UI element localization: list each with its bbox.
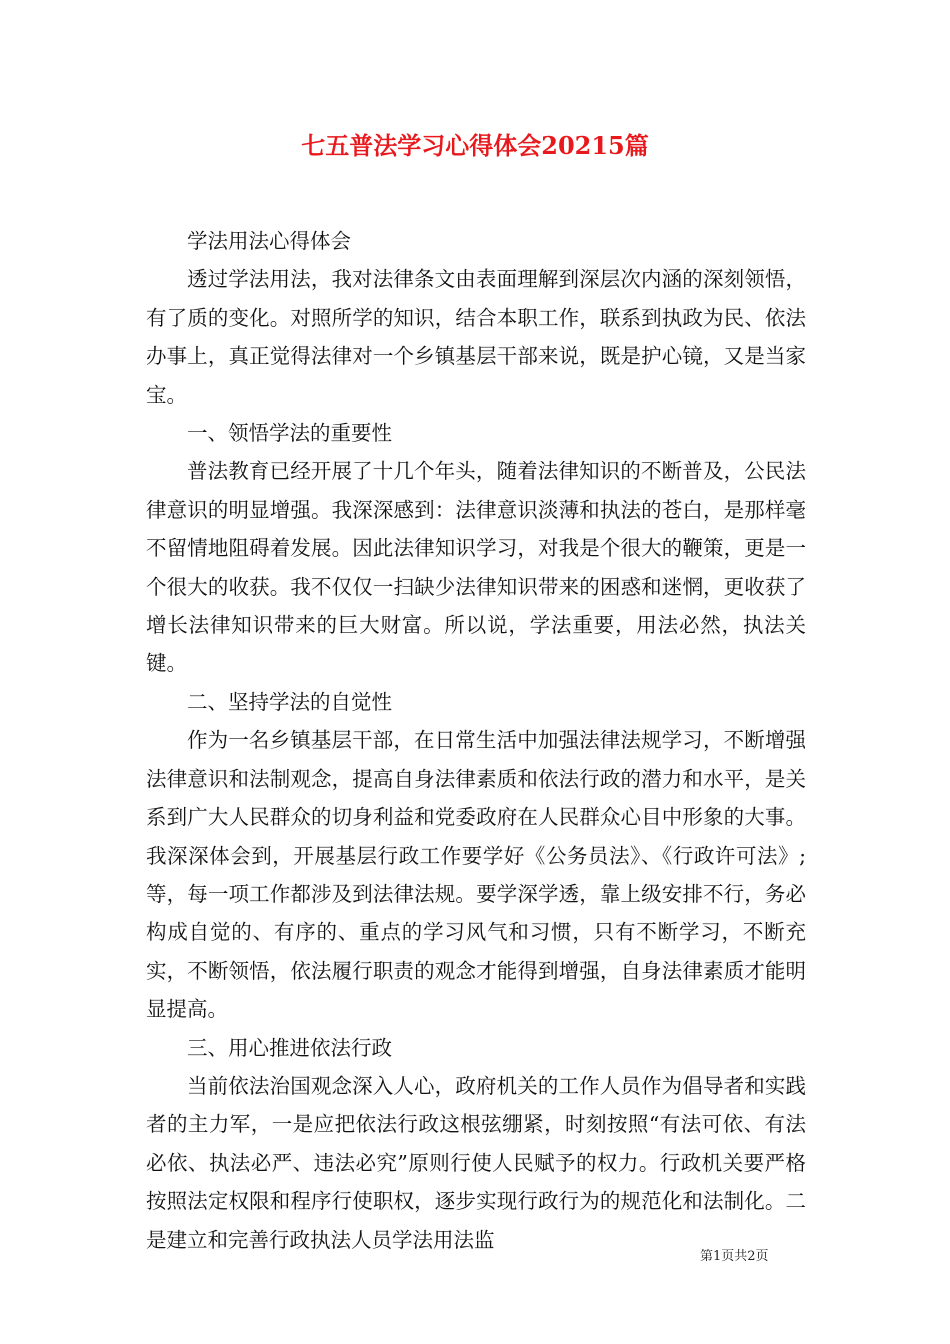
paragraph-section-2: 作为一名乡镇基层干部，在日常生活中加强法律法规学习，不断增强法律意识和法制观念，提高自身法律素质和依法行政的潜力和水平，是关系到广大人民群众的切身利益和党委政府在人民群众心目中形象的大事。我深深体会到，开展基层行政工作要学好《公务员法》、《行政许可法》;等，每一项工作都涉及到法律法规。要学深学透，靠上级安排不行，务必构成自觉的、有序的、重点的学习风气和习惯，只有不断学习，不断充实，不断领悟，依法履行职责的观念才能得到增强，自身法律素质才能明显提高。 [146,728,806,1022]
section-heading-1: 一、领悟学法的重要性 [187,421,392,446]
paragraph-subtitle: 学法用法心得体会 [187,229,351,253]
section-heading-3: 三、用心推进依法行政 [187,1035,392,1060]
page-number-footer: 第1页共2页 [700,1249,769,1264]
document-body [146,222,806,1259]
paragraph-section-1: 普法教育已经开展了十几个年头，随着法律知识的不断普及，公民法律意识的明显增强。我深深感到：法律意识淡薄和执法的苍白，是那样毫不留情地阻碍着发展。因此法律知识学习，对我是个很大的鞭策，更是一个很大的收获。我不仅仅一扫缺少法律知识带来的困惑和迷惘，更收获了增长法律知识带来的巨大财富。所以说，学法重要，用法必然，执法关键。 [146,459,806,676]
paragraph-section-3: 当前依法治国观念深入人心，政府机关的工作人员作为倡导者和实践者的主力军，一是应把依法行政这根弦绷紧，时刻按照“有法可依、有法必依、执法必严、违法必究”原则行使人民赋予的权力。行政机关要严格按照法定权限和程序行使职权，逐步实现行政行为的规范化和法制化。二是建立和完善行政执法人员学法用法监 [146,1073,806,1252]
section-heading-2: 二、坚持学法的自觉性 [187,689,392,714]
paragraph-intro: 透过学法用法，我对法律条文由表面理解到深层次内涵的深刻领悟，有了质的变化。对照所学的知识，结合本职工作，联系到执政为民、依法办事上，真正觉得法律对一个乡镇基层干部来说，既是护心镜，又是当家宝。 [146,267,806,407]
document-title: 七五普法学习心得体会20215篇 [301,131,649,160]
